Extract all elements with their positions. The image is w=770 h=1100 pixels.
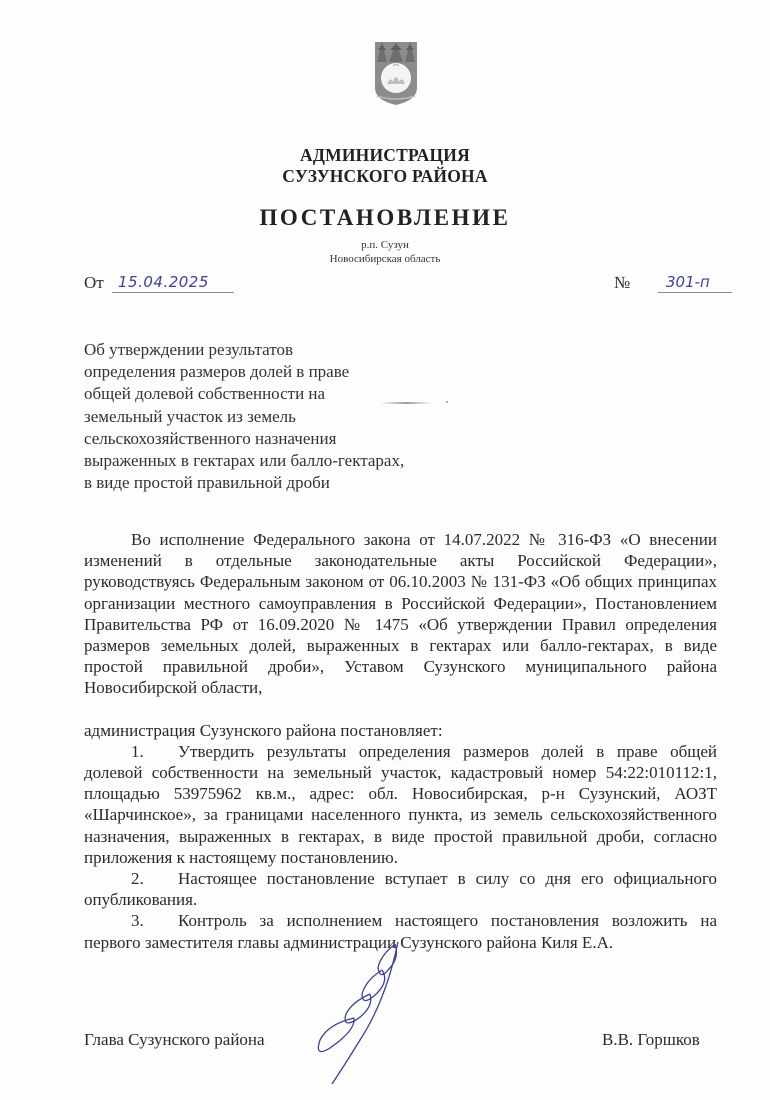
coat-of-arms-icon — [373, 38, 419, 106]
place-settlement: р.п. Сузун — [361, 239, 409, 251]
place-region: Новосибирская область — [329, 253, 441, 265]
date-value-handwritten: 15.04.2025 — [112, 272, 234, 293]
resolution-item-1 — [84, 741, 717, 868]
scan-speck — [446, 401, 448, 403]
subject-line: Об утверждении результатов — [84, 340, 293, 359]
signatory-title: Глава Сузунского района — [84, 1030, 265, 1049]
handwritten-signature-icon — [300, 940, 420, 1090]
subject-line: в виде простой правильной дроби — [84, 473, 330, 493]
document-body — [84, 529, 717, 953]
preamble-paragraph: Во исполнение Федерального закона от 14.07.2022 № 316-ФЗ «О внесении изменений в отдельные законодательные акты Российской Федерации», руководствуясь Федеральным законом от 06.10.2003 № 131-ФЗ «Об общих принципах организации местного самоуправления в Российской Федерации», Постановлением Правительства РФ от 16.09.2020 № 1475 «Об утверждении Правил определения размеров земельных долей, выраженных в гектарах или балло-гектарах, в виде простой правильной дроби», Уставом Сузунского муниципального района Новосибирской области, — [84, 530, 717, 698]
subject-line: сельскохозяйственного назначения — [84, 428, 337, 448]
item-text: Утвердить результаты определения размеров долей в праве общей долевой собственности на земельный участок, кадастровый номер 54:22:010112:1, площадью 53975962 кв.м., адрес: обл. Новосибирская, р-н Сузунский, АОЗТ «Шарчинское», за границами населенного пункта, из земель сельскохозяйственного назначения, выраженных в гектарах, в виде простой правильной дроби, согласно приложения к настоящему постановлению. — [84, 741, 717, 867]
number-value-handwritten: 301-п — [658, 272, 732, 293]
item-text: Настоящее постановление вступает в силу со дня его официального опубликования. — [84, 869, 717, 910]
subject-line: земельный участок из земель — [84, 406, 296, 426]
resolution-item-2 — [84, 868, 717, 910]
paragraph-gap — [84, 699, 717, 720]
number-label: № — [614, 273, 631, 292]
item-text: Контроль за исполнением настоящего постановления возложить на первого заместителя главы администрации Сузунского района Киля Е.А. — [84, 911, 717, 952]
signatory-name: В.В. Горшков — [602, 1030, 700, 1049]
document-type-title: ПОСТАНОВЛЕНИЕ — [259, 205, 511, 230]
document-subject — [84, 339, 464, 494]
resolution-intro: администрация Сузунского района постановляет: — [84, 720, 443, 740]
item-number: 3. — [131, 911, 144, 931]
subject-line: определения размеров долей в праве — [84, 362, 350, 382]
scan-smudge — [380, 402, 432, 404]
item-number: 1. — [131, 741, 144, 761]
organization-name-line2: СУЗУНСКОГО РАЙОНА — [282, 166, 488, 186]
item-number: 2. — [131, 869, 144, 889]
organization-name-line1: АДМИНИСТРАЦИЯ — [300, 145, 470, 165]
subject-line: выраженных в гектарах или балло-гектарах, — [84, 451, 405, 471]
date-label: От — [84, 273, 104, 292]
subject-line: общей долевой собственности на — [84, 384, 326, 404]
